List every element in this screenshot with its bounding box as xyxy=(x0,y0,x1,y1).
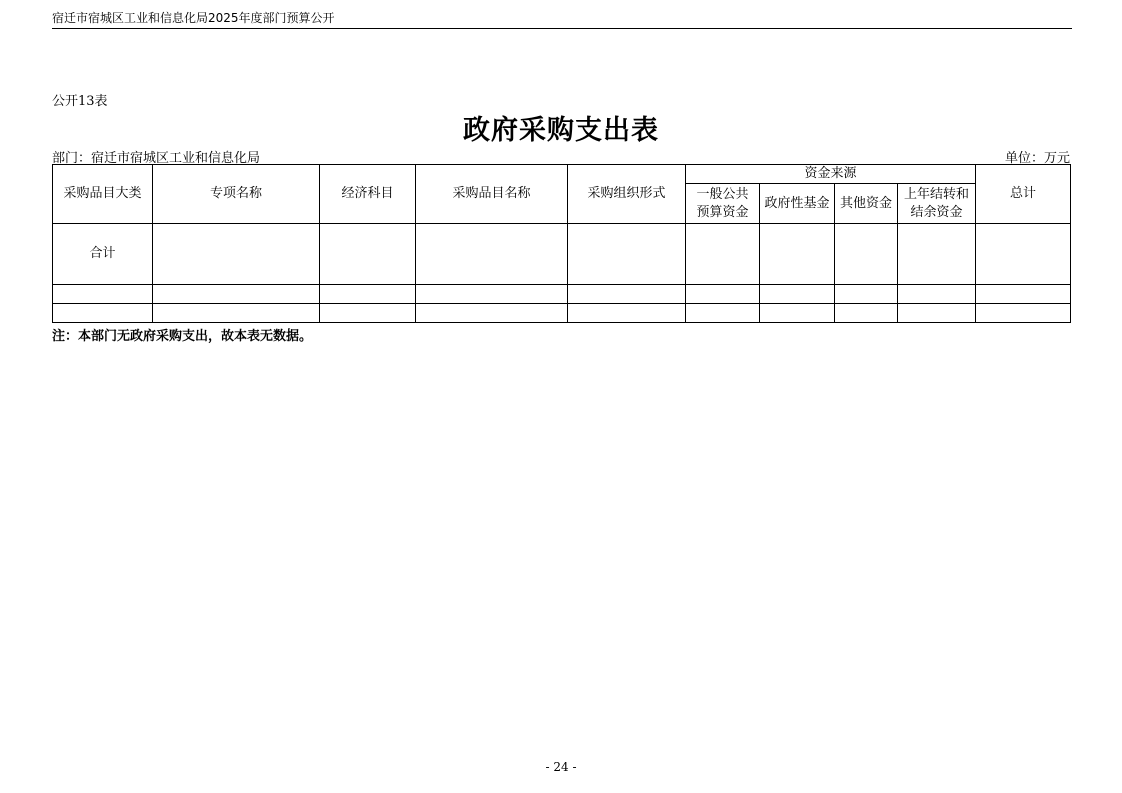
table-cell xyxy=(320,285,416,304)
table-cell xyxy=(686,285,760,304)
col-header-carryover xyxy=(898,184,976,224)
table-cell xyxy=(53,304,153,323)
table-cell xyxy=(568,224,686,285)
table-cell xyxy=(898,304,976,323)
col-header-category: 采购品目大类 xyxy=(53,165,153,224)
table-cell xyxy=(976,304,1071,323)
procurement-table xyxy=(52,164,1071,323)
table-cell xyxy=(568,304,686,323)
footnote: 注：本部门无政府采购支出，故本表无数据。 xyxy=(52,329,313,344)
table-cell xyxy=(53,285,153,304)
table-header-row xyxy=(53,165,1071,184)
table-cell xyxy=(760,304,835,323)
col-header-total: 总计 xyxy=(976,165,1071,224)
department-label: 部门：宿迁市宿城区工业和信息化局 xyxy=(52,151,261,166)
table-cell xyxy=(320,304,416,323)
table-cell xyxy=(898,285,976,304)
col-header-gov-fund: 政府性基金 xyxy=(760,184,835,224)
table-row-total xyxy=(53,224,1071,285)
page-title: 政府采购支出表 xyxy=(463,115,659,146)
table-cell xyxy=(835,224,898,285)
table-cell xyxy=(760,224,835,285)
col-header-organization-form: 采购组织形式 xyxy=(568,165,686,224)
table-cell xyxy=(153,285,320,304)
col-header-other-funds: 其他资金 xyxy=(835,184,898,224)
table-cell xyxy=(760,285,835,304)
table-cell xyxy=(976,285,1071,304)
table-cell xyxy=(416,304,568,323)
general-budget-line1: 一般公共 xyxy=(696,186,749,202)
table-row-empty xyxy=(53,304,1071,323)
carryover-line2: 结余资金 xyxy=(910,204,963,220)
table-cell xyxy=(568,285,686,304)
row-label-total: 合计 xyxy=(53,224,153,285)
table-cell xyxy=(416,285,568,304)
col-header-project-name: 专项名称 xyxy=(153,165,320,224)
col-header-general-budget xyxy=(686,184,760,224)
col-header-item-name: 采购品目名称 xyxy=(416,165,568,224)
general-budget-line2: 预算资金 xyxy=(696,204,749,220)
running-header: 宿迁市宿城区工业和信息化局2025年度部门预算公开 xyxy=(52,9,1072,29)
col-header-fund-source: 资金来源 xyxy=(686,165,976,184)
table-cell xyxy=(898,224,976,285)
table-cell xyxy=(416,224,568,285)
col-header-economic-subject: 经济科目 xyxy=(320,165,416,224)
table-cell xyxy=(686,304,760,323)
carryover-line1: 上年结转和 xyxy=(904,186,970,202)
table-number: 公开13表 xyxy=(52,94,108,109)
page-number: - 24 - xyxy=(545,760,577,774)
table-cell xyxy=(686,224,760,285)
table-cell xyxy=(835,285,898,304)
table-cell xyxy=(153,224,320,285)
table-cell xyxy=(320,224,416,285)
table-cell xyxy=(976,224,1071,285)
table-row-empty xyxy=(53,285,1071,304)
unit-label: 单位：万元 xyxy=(1004,151,1070,166)
table-cell xyxy=(153,304,320,323)
table-cell xyxy=(835,304,898,323)
